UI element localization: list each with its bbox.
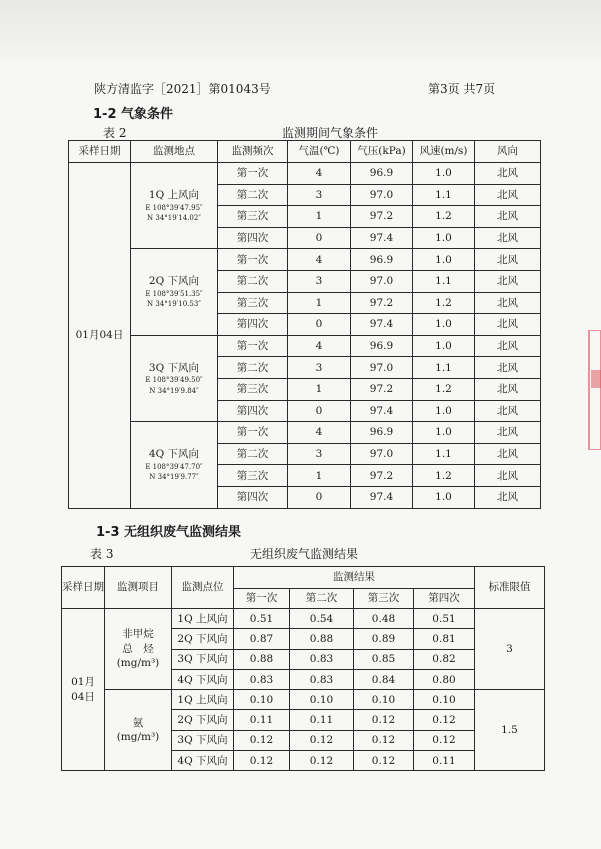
pressure: 96.9 — [351, 163, 413, 185]
wind-speed: 1.1 — [413, 184, 475, 206]
item-name: 非甲烷 — [122, 628, 154, 641]
table-3-title: 无组织废气监测结果 — [250, 547, 359, 561]
temperature: 4 — [288, 163, 351, 185]
table-row — [69, 163, 541, 185]
weather-col-header: 监测地点 — [131, 141, 218, 163]
pressure: 97.4 — [351, 486, 413, 508]
monitoring-point: 1Q 上风向 — [172, 690, 234, 710]
weather-col-header: 风向 — [475, 141, 541, 163]
wind-direction: 北风 — [475, 465, 541, 487]
wind-direction: 北风 — [475, 357, 541, 379]
site-name: 2Q 下风向 — [148, 275, 200, 288]
wind-speed: 1.2 — [413, 206, 475, 228]
item-unit: (mg/m³) — [116, 657, 160, 670]
seal-stamp-edge — [587, 330, 601, 450]
frequency: 第一次 — [218, 249, 288, 271]
wind-direction: 北风 — [475, 335, 541, 357]
item-name: 氨 — [132, 716, 144, 729]
wind-speed: 1.1 — [413, 443, 475, 465]
result-value: 0.82 — [414, 649, 475, 669]
result-value: 0.84 — [354, 669, 414, 689]
frequency: 第三次 — [218, 206, 288, 228]
wind-direction: 北风 — [475, 227, 541, 249]
site-latitude: N 34°19′9.77″ — [149, 473, 199, 482]
frequency: 第三次 — [218, 292, 288, 314]
wind-speed: 1.0 — [413, 335, 475, 357]
temperature: 0 — [288, 486, 351, 508]
pressure: 97.2 — [351, 378, 413, 400]
result-value: 0.10 — [290, 690, 354, 710]
wind-direction: 北风 — [475, 292, 541, 314]
temperature: 0 — [288, 400, 351, 422]
pressure: 97.2 — [351, 206, 413, 228]
wind-direction: 北风 — [475, 184, 541, 206]
col-round: 第四次 — [414, 589, 475, 609]
wind-speed: 1.1 — [413, 357, 475, 379]
frequency: 第一次 — [218, 335, 288, 357]
table-row — [62, 609, 545, 629]
result-value: 0.54 — [290, 609, 354, 629]
wind-speed: 1.0 — [413, 227, 475, 249]
result-value: 0.12 — [414, 710, 475, 730]
pressure: 97.4 — [351, 400, 413, 422]
frequency: 第四次 — [218, 314, 288, 336]
frequency: 第二次 — [218, 443, 288, 465]
frequency: 第一次 — [218, 422, 288, 444]
emission-table-header — [62, 567, 545, 589]
temperature: 1 — [288, 292, 351, 314]
monitored-item — [105, 690, 172, 771]
temperature: 3 — [288, 443, 351, 465]
item-name-2: 总 烃 — [122, 642, 154, 655]
result-value: 0.12 — [290, 730, 354, 750]
col-item: 监测项目 — [105, 567, 172, 609]
table-3-label: 表 3 — [90, 547, 114, 561]
pressure: 97.0 — [351, 270, 413, 292]
temperature: 3 — [288, 357, 351, 379]
pressure: 97.0 — [351, 184, 413, 206]
wind-direction: 北风 — [475, 249, 541, 271]
result-value: 0.12 — [354, 710, 414, 730]
scan-header-shadow — [0, 0, 601, 62]
pressure: 97.2 — [351, 292, 413, 314]
weather-table — [68, 140, 541, 509]
result-value: 0.12 — [234, 730, 290, 750]
col-date: 采样日期 — [62, 567, 105, 609]
wind-speed: 1.2 — [413, 465, 475, 487]
frequency: 第四次 — [218, 486, 288, 508]
monitoring-point: 4Q 下风向 — [172, 669, 234, 689]
result-value: 0.85 — [354, 649, 414, 669]
col-round: 第一次 — [234, 589, 290, 609]
site-latitude: N 34°19′14.02″ — [147, 214, 201, 223]
frequency: 第二次 — [218, 184, 288, 206]
wind-direction: 北风 — [475, 422, 541, 444]
wind-direction: 北风 — [475, 400, 541, 422]
frequency: 第二次 — [218, 357, 288, 379]
frequency: 第三次 — [218, 465, 288, 487]
frequency: 第一次 — [218, 163, 288, 185]
sampling-date — [62, 609, 105, 771]
wind-speed: 1.0 — [413, 249, 475, 271]
weather-table-header — [69, 141, 541, 163]
monitored-item — [105, 609, 172, 690]
weather-col-header: 采样日期 — [69, 141, 131, 163]
wind-direction: 北风 — [475, 206, 541, 228]
result-value: 0.48 — [354, 609, 414, 629]
col-round: 第三次 — [354, 589, 414, 609]
monitoring-point: 3Q 下风向 — [172, 649, 234, 669]
monitoring-point: 2Q 下风向 — [172, 710, 234, 730]
result-value: 0.12 — [414, 730, 475, 750]
col-round: 第二次 — [290, 589, 354, 609]
pressure: 97.4 — [351, 227, 413, 249]
wind-direction: 北风 — [475, 378, 541, 400]
table-2-title: 监测期间气象条件 — [282, 126, 379, 140]
site-longitude: E 108°39′49.50″ — [145, 376, 203, 385]
result-value: 0.10 — [234, 690, 290, 710]
result-value: 0.88 — [234, 649, 290, 669]
wind-speed: 1.2 — [413, 292, 475, 314]
wind-speed: 1.0 — [413, 486, 475, 508]
temperature: 1 — [288, 378, 351, 400]
pressure: 96.9 — [351, 335, 413, 357]
site-name: 3Q 下风向 — [148, 361, 200, 374]
wind-speed: 1.0 — [413, 400, 475, 422]
result-value: 0.11 — [290, 710, 354, 730]
table-2-label: 表 2 — [103, 126, 127, 140]
standard-limit: 3 — [475, 609, 545, 690]
pressure: 97.4 — [351, 314, 413, 336]
result-value: 0.12 — [290, 751, 354, 771]
section-1-3-title: 1-3 无组织废气监测结果 — [96, 525, 242, 540]
emission-table — [61, 566, 545, 771]
result-value: 0.83 — [290, 669, 354, 689]
frequency: 第三次 — [218, 378, 288, 400]
pressure: 97.2 — [351, 465, 413, 487]
wind-direction: 北风 — [475, 443, 541, 465]
wind-speed: 1.0 — [413, 314, 475, 336]
site-name: 1Q 上风向 — [148, 188, 200, 201]
standard-limit: 1.5 — [475, 690, 545, 771]
col-limit: 标准限值 — [475, 567, 545, 609]
col-point: 监测点位 — [172, 567, 234, 609]
table-row — [62, 690, 545, 710]
site-longitude: E 108°39′47.95″ — [145, 203, 203, 212]
section-1-2-title: 1-2 气象条件 — [93, 107, 174, 122]
monitoring-point: 4Q 下风向 — [172, 751, 234, 771]
temperature: 1 — [288, 206, 351, 228]
site-cell — [131, 422, 218, 508]
result-value: 0.83 — [234, 669, 290, 689]
wind-speed: 1.2 — [413, 378, 475, 400]
item-unit: (mg/m³) — [116, 731, 160, 744]
wind-direction: 北风 — [475, 163, 541, 185]
result-value: 0.11 — [234, 710, 290, 730]
result-value: 0.87 — [234, 629, 290, 649]
wind-speed: 1.1 — [413, 270, 475, 292]
date-line-1: 01月 — [71, 676, 95, 688]
document-number: 陕方清监字［2021］第01043号 — [94, 82, 271, 96]
pressure: 96.9 — [351, 249, 413, 271]
result-value: 0.89 — [354, 629, 414, 649]
col-result: 监测结果 — [234, 567, 475, 589]
temperature: 4 — [288, 422, 351, 444]
weather-col-header: 气温(℃) — [288, 141, 351, 163]
page-info: 第3页 共7页 — [428, 82, 496, 96]
pressure: 97.0 — [351, 357, 413, 379]
site-latitude: N 34°19′9.84″ — [149, 386, 199, 395]
frequency: 第四次 — [218, 227, 288, 249]
table-row — [69, 335, 541, 357]
wind-speed: 1.0 — [413, 163, 475, 185]
weather-col-header: 监测频次 — [218, 141, 288, 163]
result-value: 0.12 — [234, 751, 290, 771]
temperature: 3 — [288, 184, 351, 206]
weather-col-header: 气压(kPa) — [351, 141, 413, 163]
temperature: 4 — [288, 335, 351, 357]
table-row — [69, 422, 541, 444]
result-value: 0.10 — [414, 690, 475, 710]
temperature: 0 — [288, 314, 351, 336]
site-name: 4Q 下风向 — [148, 447, 200, 460]
monitoring-point: 3Q 下风向 — [172, 730, 234, 750]
result-value: 0.12 — [354, 730, 414, 750]
pressure: 96.9 — [351, 422, 413, 444]
site-latitude: N 34°19′10.53″ — [147, 300, 201, 309]
site-longitude: E 108°39′47.70″ — [145, 462, 203, 471]
result-value: 0.51 — [414, 609, 475, 629]
result-value: 0.11 — [414, 751, 475, 771]
result-value: 0.81 — [414, 629, 475, 649]
temperature: 3 — [288, 270, 351, 292]
monitoring-point: 1Q 上风向 — [172, 609, 234, 629]
temperature: 1 — [288, 465, 351, 487]
result-value: 0.10 — [354, 690, 414, 710]
wind-direction: 北风 — [475, 270, 541, 292]
site-cell — [131, 335, 218, 421]
result-value: 0.88 — [290, 629, 354, 649]
weather-col-header: 风速(m/s) — [413, 141, 475, 163]
result-value: 0.51 — [234, 609, 290, 629]
wind-direction: 北风 — [475, 486, 541, 508]
site-cell — [131, 163, 218, 249]
temperature: 4 — [288, 249, 351, 271]
monitoring-point: 2Q 下风向 — [172, 629, 234, 649]
site-longitude: E 108°39′51.35″ — [145, 289, 203, 298]
wind-speed: 1.0 — [413, 422, 475, 444]
sampling-date: 01月04日 — [69, 163, 131, 509]
date-line-2: 04日 — [71, 690, 95, 703]
result-value: 0.83 — [290, 649, 354, 669]
pressure: 97.0 — [351, 443, 413, 465]
result-value: 0.80 — [414, 669, 475, 689]
temperature: 0 — [288, 227, 351, 249]
frequency: 第四次 — [218, 400, 288, 422]
wind-direction: 北风 — [475, 314, 541, 336]
result-value: 0.12 — [354, 751, 414, 771]
site-cell — [131, 249, 218, 335]
table-row — [69, 249, 541, 271]
frequency: 第二次 — [218, 270, 288, 292]
